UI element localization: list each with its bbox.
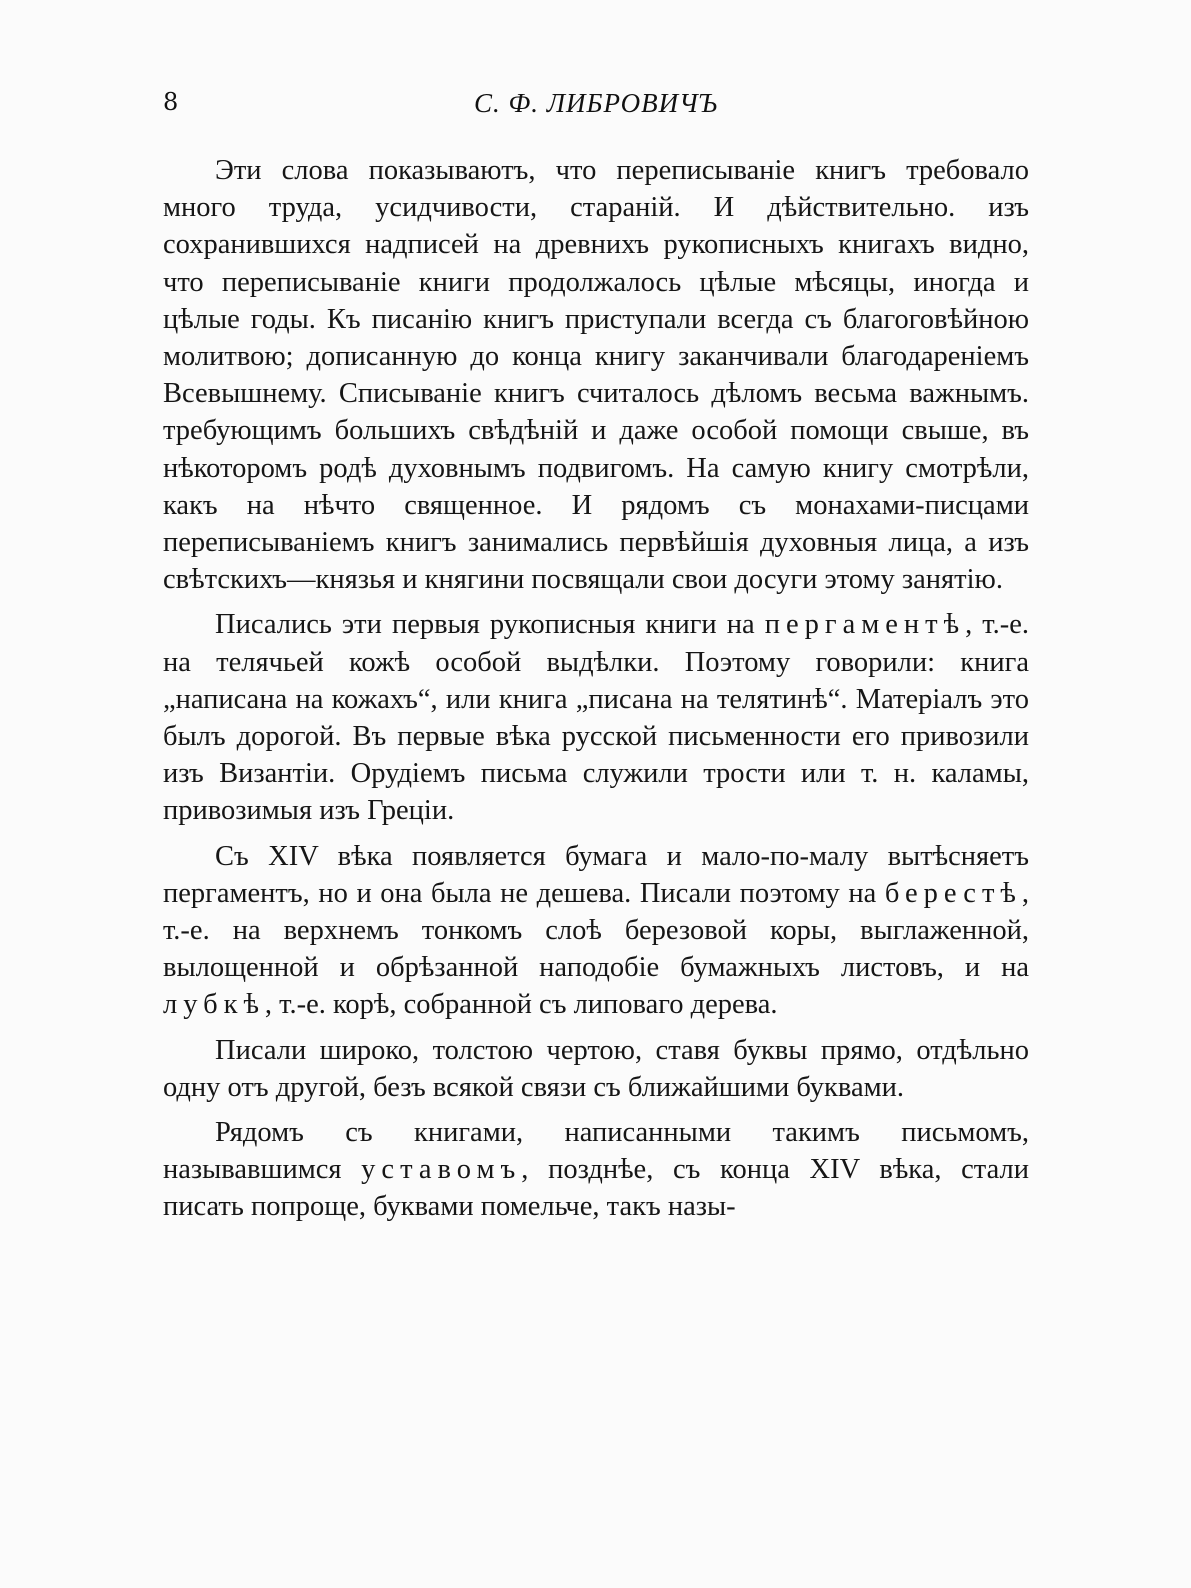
paragraph-text: Эти слова показываютъ, что переписываніе книгъ требовало много труда, усидчивости, стараній. И дѣйствительно. изъ сохранившихся надписей на древнихъ рукописныхъ книгахъ видно, что переписываніе книги продолжалось цѣлые мѣсяцы, иногда и цѣлые годы. Къ писанію книгъ приступали всегда съ благоговѣйною молитвою; дописанную до конца книгу заканчивали благодареніемъ Всевышнему. Списываніе книгъ считалось дѣломъ весьма важнымъ. требующимъ большихъ свѣдѣній и даже особой помощи свыше, въ нѣкоторомъ родѣ духовнымъ подвигомъ. На самую книгу смотрѣли, какъ на нѣчто священное. И рядомъ съ монахами-писцами переписываніемъ книгъ занимались первѣйшія духовныя лица, а изъ свѣтскихъ—князья и княгини посвящали свои досуги этому занятію. <box>163 155 1029 596</box>
paragraph-text: Писали широко, толстою чертою, ставя буквы прямо, отдѣльно одну отъ другой, безъ всякой связи съ ближайшими буквами. <box>163 1034 1029 1103</box>
paragraph-4 <box>163 1032 1029 1106</box>
paragraph-3 <box>163 838 1029 1024</box>
paragraph-text: Писались эти первыя рукописныя книги на <box>215 609 765 641</box>
paragraph-2 <box>163 606 1029 829</box>
spaced-term: берестѣ <box>884 877 1022 909</box>
paragraph-text: , т.-е. корѣ, собранной съ липоваго дерева. <box>264 989 778 1021</box>
paragraph-text: Съ XIV вѣка появляется бумага и мало-по-малу вытѣсняетъ пергаментъ, но и она была не дешева. Писали поэтому на <box>163 840 1029 909</box>
paragraph-text: Рядомъ съ книгами, написанными такимъ письмомъ, называвшимся <box>163 1117 1029 1186</box>
paragraph-text: , т.-е. на телячьей кожѣ особой выдѣлки. Поэтому говорили: книга „написана на кожахъ“, или книга „писана на телятинѣ“. Матеріалъ это былъ дорогой. Въ первые вѣка русской письменности его привозили изъ Византіи. Орудіемъ письма служили трости или т. н. каламы, привозимыя изъ Греціи. <box>163 609 1029 827</box>
paragraph-text: , позднѣе, съ конца XIV вѣка, стали писать попроще, буквами помельче, такъ назы- <box>163 1154 1029 1223</box>
paragraph-5 <box>163 1114 1029 1226</box>
page-header <box>163 88 1029 128</box>
spaced-term: уставомъ <box>361 1154 522 1186</box>
running-title: С. Ф. ЛИБРОВИЧЪ <box>474 88 718 118</box>
spaced-term: лубкѣ <box>163 989 265 1021</box>
spaced-term: пергаментѣ <box>764 609 966 641</box>
paragraph-1 <box>163 152 1029 598</box>
body-text <box>163 152 1029 1234</box>
paragraph-text: , т.-е. на верхнемъ тонкомъ слоѣ березовой коры, выглаженной, вылощенной и обрѣзанной наподобіе бумажныхъ листовъ, и на <box>163 877 1029 984</box>
page-number: 8 <box>163 88 179 116</box>
